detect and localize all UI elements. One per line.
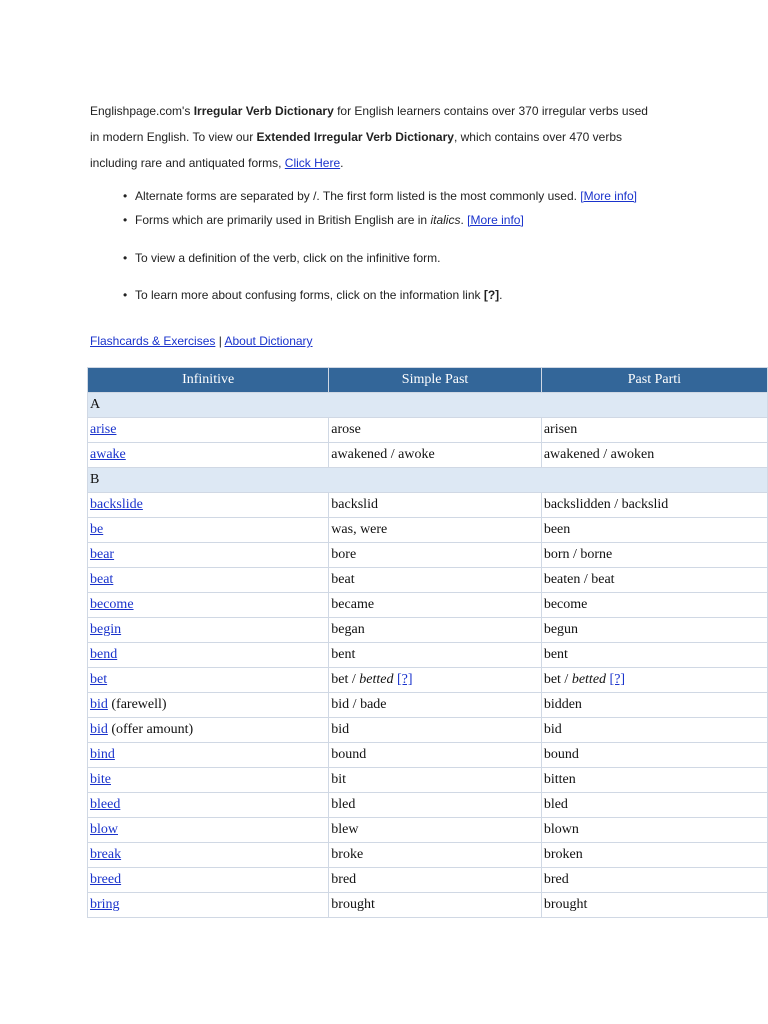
bullet-icon: •	[123, 251, 128, 265]
table-row	[88, 668, 768, 693]
letter-row	[88, 393, 768, 418]
table-row	[88, 818, 768, 843]
table-row	[88, 868, 768, 893]
infinitive-cell	[88, 443, 329, 468]
infinitive-cell	[88, 818, 329, 843]
intro-text-2: for English learners contains over 370 irregular verbs used	[333, 104, 648, 118]
note-text: Alternate forms are separated by /. The first form listed is the most commonly used.	[135, 189, 581, 203]
notes-list	[90, 183, 730, 302]
table-row	[88, 793, 768, 818]
past-participle-cell	[541, 693, 767, 718]
intro-text-6: .	[340, 156, 344, 170]
past-participle-value: arisen	[543, 422, 578, 437]
click-here-link[interactable]: Click Here	[284, 156, 341, 170]
simple-past-cell	[329, 743, 542, 768]
past-participle-cell	[541, 593, 767, 618]
table-row	[88, 543, 768, 568]
simple-past-value: blew	[331, 822, 359, 837]
infinitive-cell	[88, 743, 329, 768]
more-info-link[interactable]: [More info]	[467, 213, 524, 227]
simple-past-cell	[329, 618, 542, 643]
past-participle-value: bidden	[543, 697, 582, 712]
british-form: betted	[359, 672, 394, 687]
simple-past-value: bound	[331, 747, 367, 762]
intro-text-5: including rare and antiquated forms,	[90, 156, 285, 170]
nav-separator: |	[215, 334, 225, 348]
past-participle-cell	[541, 493, 767, 518]
simple-past-value: bid	[331, 722, 350, 737]
past-participle-cell	[541, 418, 767, 443]
past-participle-cell	[541, 768, 767, 793]
past-participle-cell	[541, 818, 767, 843]
simple-past-cell	[329, 693, 542, 718]
simple-past-cell	[329, 493, 542, 518]
table-header-row	[88, 368, 768, 393]
verb-link[interactable]: awake	[90, 447, 126, 462]
letter-heading: A	[88, 393, 768, 418]
verb-link[interactable]: bear	[90, 547, 115, 562]
past-participle-value: broken	[543, 847, 583, 862]
dictionary-name: Irregular Verb Dictionary	[193, 104, 334, 118]
past-participle-cell	[541, 743, 767, 768]
infinitive-cell	[88, 768, 329, 793]
past-participle-value: become	[543, 597, 588, 612]
simple-past-cell	[329, 843, 542, 868]
simple-past-value: arose	[331, 422, 361, 437]
table-row	[88, 893, 768, 918]
simple-past-header: Simple Past	[329, 368, 542, 393]
table-row	[88, 768, 768, 793]
table-row	[88, 593, 768, 618]
simple-past-cell	[329, 668, 542, 693]
infinitive-cell	[88, 793, 329, 818]
simple-past-value: became	[331, 597, 375, 612]
intro-text-4: , which contains over 470 verbs	[453, 130, 623, 144]
note-text: .	[460, 213, 468, 227]
past-participle-cell	[541, 543, 767, 568]
bullet-icon: •	[123, 189, 128, 203]
simple-past-cell	[329, 893, 542, 918]
past-participle-cell	[541, 793, 767, 818]
past-participle-header: Past Parti	[541, 368, 767, 393]
letter-heading: B	[88, 468, 768, 493]
past-participle-cell	[541, 618, 767, 643]
table-row	[88, 618, 768, 643]
simple-past-cell	[329, 718, 542, 743]
simple-past-value: bit	[331, 772, 347, 787]
past-participle-value: bent	[543, 647, 568, 662]
note-confusing-forms	[90, 285, 730, 305]
info-link[interactable]: [?]	[609, 672, 626, 687]
verb-link[interactable]: bring	[90, 897, 120, 912]
verb-link[interactable]: begin	[90, 622, 122, 637]
past-participle-value: bitten	[543, 772, 576, 787]
intro-paragraph	[90, 98, 690, 176]
verb-link[interactable]: breed	[90, 872, 122, 887]
infinitive-cell	[88, 543, 329, 568]
past-participle-cell	[541, 643, 767, 668]
simple-past-value: brought	[331, 897, 375, 912]
infinitive-cell	[88, 418, 329, 443]
simple-past-value: bore	[331, 547, 357, 562]
simple-past-cell	[329, 868, 542, 893]
extended-dictionary-name: Extended Irregular Verb Dictionary	[256, 130, 454, 144]
verb-link[interactable]: bid	[90, 722, 108, 737]
past-participle-value: awakened / awoken	[543, 447, 655, 462]
infinitive-cell	[88, 893, 329, 918]
simple-past-cell	[329, 643, 542, 668]
verb-link[interactable]: bleed	[90, 797, 121, 812]
note-alternate-forms	[90, 186, 730, 206]
infinitive-cell	[88, 718, 329, 743]
infinitive-cell	[88, 693, 329, 718]
table-row	[88, 518, 768, 543]
verb-link[interactable]: bind	[90, 747, 115, 762]
table-row	[88, 843, 768, 868]
dictionary-nav	[90, 331, 313, 351]
note-british-forms	[90, 210, 730, 230]
simple-past-cell	[329, 793, 542, 818]
simple-past-cell	[329, 593, 542, 618]
note-definition	[90, 248, 730, 268]
table-body	[88, 393, 768, 918]
table-row	[88, 443, 768, 468]
note-text: To view a definition of the verb, click on the infinitive form.	[135, 251, 441, 265]
note-text: Forms which are primarily used in British English are in	[135, 213, 431, 227]
simple-past-cell	[329, 818, 542, 843]
past-participle-cell	[541, 868, 767, 893]
verb-link[interactable]: blow	[90, 822, 118, 837]
table-row	[88, 568, 768, 593]
verb-link[interactable]: bite	[90, 772, 111, 787]
simple-past-value: bid / bade	[331, 697, 387, 712]
letter-row	[88, 468, 768, 493]
british-form: betted	[571, 672, 607, 687]
past-participle-value: begun	[543, 622, 579, 637]
infinitive-cell	[88, 868, 329, 893]
past-participle-cell	[541, 518, 767, 543]
intro-text-3: in modern English. To view our	[90, 130, 257, 144]
verb-link[interactable]: beat	[90, 572, 114, 587]
table-row	[88, 418, 768, 443]
infinitive-cell	[88, 493, 329, 518]
simple-past-value: bet /	[331, 672, 360, 687]
simple-past-value: began	[331, 622, 365, 637]
verb-link[interactable]: break	[90, 847, 122, 862]
info-link-symbol: [?]	[483, 288, 500, 302]
past-participle-value: brought	[543, 897, 588, 912]
verb-link[interactable]: become	[90, 597, 134, 612]
past-participle-value: bled	[543, 797, 568, 812]
verb-link[interactable]: be	[90, 522, 104, 537]
past-participle-cell	[541, 568, 767, 593]
table-row	[88, 743, 768, 768]
infinitive-cell	[88, 618, 329, 643]
note-italic-text: italics	[430, 213, 461, 227]
past-participle-cell	[541, 668, 767, 693]
verb-link[interactable]: bid	[90, 697, 108, 712]
past-participle-value: bound	[543, 747, 579, 762]
past-participle-cell	[541, 718, 767, 743]
simple-past-value: bent	[331, 647, 356, 662]
infinitive-cell	[88, 843, 329, 868]
intro-text-1: Englishpage.com's	[90, 104, 194, 118]
simple-past-cell	[329, 518, 542, 543]
about-dictionary-link[interactable]: About Dictionary	[224, 334, 313, 348]
past-participle-value: blown	[543, 822, 579, 837]
verb-link[interactable]: bet	[90, 672, 108, 687]
irregular-verb-table	[87, 367, 768, 918]
past-participle-value: bred	[543, 872, 569, 887]
table-row	[88, 493, 768, 518]
bullet-icon: •	[123, 213, 128, 227]
past-participle-cell	[541, 843, 767, 868]
verb-link[interactable]: bend	[90, 647, 118, 662]
past-participle-value: bid	[543, 722, 562, 737]
past-participle-cell	[541, 443, 767, 468]
simple-past-cell	[329, 443, 542, 468]
past-participle-value: bet /	[543, 672, 572, 687]
more-info-link[interactable]: [More info]	[580, 189, 637, 203]
infinitive-cell	[88, 668, 329, 693]
table-row	[88, 643, 768, 668]
simple-past-value: was, were	[331, 522, 388, 537]
infinitive-header: Infinitive	[88, 368, 329, 393]
simple-past-value: awakened / awoke	[331, 447, 435, 462]
verb-link[interactable]: arise	[90, 422, 117, 437]
past-participle-value: backslidden / backslid	[543, 497, 669, 512]
past-participle-value: born / borne	[543, 547, 613, 562]
simple-past-value: bred	[331, 872, 357, 887]
simple-past-value: beat	[331, 572, 355, 587]
past-participle-value: beaten / beat	[543, 572, 615, 587]
simple-past-cell	[329, 418, 542, 443]
simple-past-cell	[329, 568, 542, 593]
past-participle-value: been	[543, 522, 571, 537]
simple-past-cell	[329, 768, 542, 793]
note-text: .	[499, 288, 503, 302]
verb-note: (farewell)	[107, 697, 167, 712]
past-participle-cell	[541, 893, 767, 918]
verb-note: (offer amount)	[107, 722, 194, 737]
info-link[interactable]: [?]	[397, 672, 413, 687]
flashcards-link[interactable]: Flashcards & Exercises	[90, 334, 216, 348]
table-row	[88, 693, 768, 718]
infinitive-cell	[88, 518, 329, 543]
simple-past-value: broke	[331, 847, 364, 862]
verb-link[interactable]: backslide	[90, 497, 143, 512]
table-row	[88, 718, 768, 743]
bullet-icon: •	[123, 288, 128, 302]
simple-past-cell	[329, 543, 542, 568]
infinitive-cell	[88, 593, 329, 618]
note-text: To learn more about confusing forms, click on the information link	[135, 288, 484, 302]
simple-past-value: backslid	[331, 497, 378, 512]
infinitive-cell	[88, 643, 329, 668]
simple-past-value: bled	[331, 797, 356, 812]
infinitive-cell	[88, 568, 329, 593]
